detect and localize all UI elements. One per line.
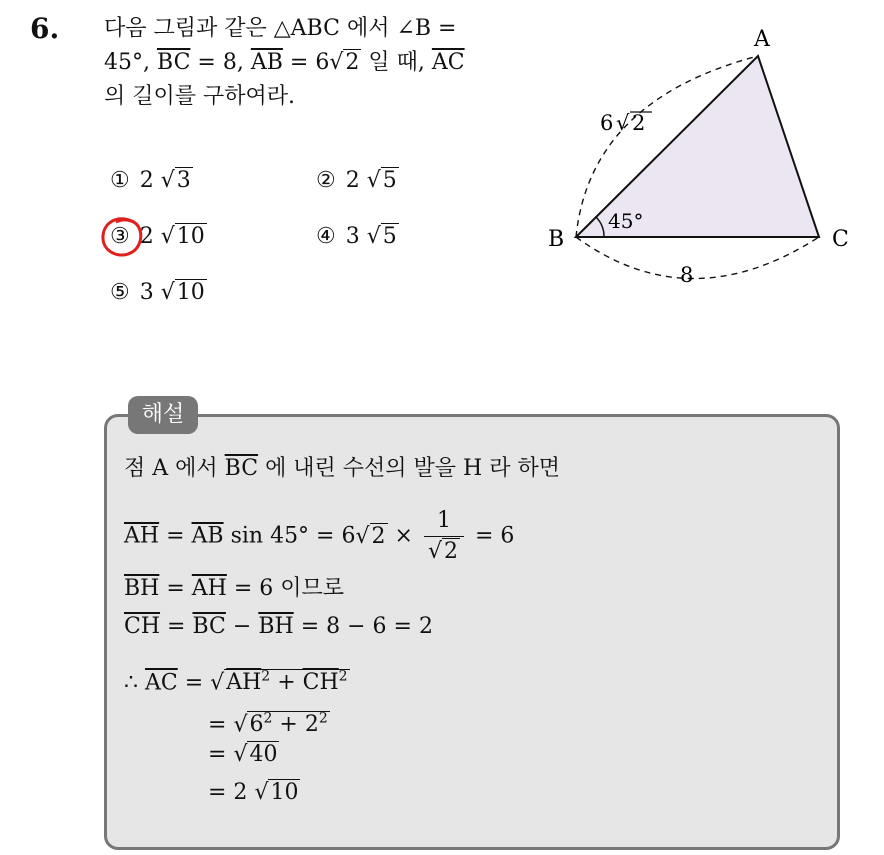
ab-radicand: 2 — [345, 50, 360, 75]
solution-line-3 — [124, 574, 344, 604]
segment-ab: $\overline{AB}$ — [191, 523, 224, 549]
sqrt-symbol: $√6^2 + 2^2$ — [233, 711, 328, 738]
base: 6 — [249, 712, 264, 738]
equals: = — [184, 670, 204, 696]
option-coef: 2 — [139, 224, 154, 249]
solution-line-5 — [124, 662, 350, 698]
radicand — [224, 669, 349, 695]
question-line-1: 다음 그림과 같은 △ABC 에서 ∠B = — [104, 16, 457, 41]
option-4[interactable] — [316, 224, 399, 249]
sqrt-symbol: √ — [616, 111, 630, 135]
radicand: 2 — [443, 539, 458, 564]
option-radicand: 10 — [176, 224, 205, 249]
question-number: 6. — [30, 12, 60, 45]
exponent: 2 — [263, 711, 273, 727]
segment-bh: $\overline{BH}$ — [124, 576, 160, 601]
side-ab-radicand: 2 — [632, 111, 646, 135]
option-coef: 3 — [345, 224, 360, 249]
sqrt-symbol: √40 — [233, 742, 278, 767]
option-coef: 2 — [139, 168, 154, 193]
text: = 8 − 6 = 2 — [300, 614, 433, 639]
solution-line-6 — [208, 704, 330, 740]
when-text: 일 때, — [368, 50, 425, 75]
option-radicand: 3 — [176, 168, 191, 193]
equals: = — [208, 742, 227, 767]
option-5[interactable] — [110, 280, 207, 305]
times: × — [394, 523, 413, 549]
base: 2 — [304, 712, 319, 738]
option-coef: 3 — [139, 280, 154, 305]
sqrt-symbol: √3 — [160, 168, 191, 193]
option-coef: 2 — [345, 168, 360, 193]
text: 에 내린 수선의 발을 H 라 하면 — [265, 456, 560, 481]
sqrt-symbol: √2 — [329, 50, 360, 75]
side-bc-label: 8 — [680, 263, 694, 287]
denominator — [424, 537, 464, 567]
question-line-2 — [104, 46, 524, 80]
side-ab-coef: 6 — [600, 111, 614, 135]
solution-line-4 — [124, 612, 433, 642]
option-1[interactable] — [110, 168, 193, 193]
question-text — [104, 12, 524, 114]
segment-ab: $\overline{AB}$ — [250, 50, 283, 75]
solution-line-2 — [124, 506, 514, 567]
option-radicand: 10 — [176, 280, 205, 305]
segment-ah: $\overline{AH}$ — [191, 576, 227, 601]
bc-value: = 8, — [197, 50, 244, 75]
option-number: ④ — [316, 224, 336, 249]
plus: + — [277, 670, 296, 696]
plus: + — [279, 712, 298, 738]
text: 점 A 에서 — [124, 456, 218, 481]
sqrt-symbol: $√AH^2 + \overline{CH}^2$ — [210, 669, 348, 696]
option-number: ① — [110, 168, 130, 193]
label-a: A — [754, 27, 770, 52]
option-radicand: 5 — [382, 168, 397, 193]
result: = 6 — [474, 523, 515, 549]
numerator: 1 — [424, 506, 464, 537]
equals: = — [166, 576, 185, 601]
triangle-figure — [540, 20, 860, 290]
fraction — [424, 506, 464, 567]
sqrt-symbol: √5 — [366, 224, 397, 249]
angle-label: 45° — [608, 209, 644, 233]
segment-bh: $\overline{BH}$ — [258, 614, 294, 639]
segment-ac: $\overline{AC}$ — [431, 50, 465, 75]
label-b: B — [548, 227, 565, 252]
equals: = — [167, 614, 186, 639]
option-radicand: 5 — [382, 224, 397, 249]
radicand: 40 — [249, 742, 278, 767]
therefore-symbol: ∴ — [124, 670, 138, 696]
option-number: ⑤ — [110, 280, 130, 305]
exponent: 2 — [261, 669, 271, 685]
sqrt-symbol: √10 — [254, 780, 299, 805]
sqrt-symbol: √10 — [160, 224, 205, 249]
segment-bc: $\overline{BC}$ — [192, 614, 226, 639]
solution-line-8 — [208, 778, 300, 808]
answer-mark-icon — [98, 214, 148, 260]
radicand: 10 — [270, 780, 299, 805]
label-c: C — [832, 227, 849, 252]
exponent: 2 — [318, 711, 328, 727]
sqrt-symbol: √2 — [355, 523, 386, 549]
segment-ch: $\overline{CH}$ — [124, 614, 161, 639]
exponent: 2 — [338, 669, 348, 685]
arc-bc — [576, 237, 819, 279]
sqrt-symbol: √10 — [160, 280, 205, 305]
option-number: ③ — [110, 224, 130, 249]
equals: = — [166, 523, 185, 549]
segment-ch: $\overline{CH}$ — [302, 670, 339, 696]
segment-bc: $\overline{BC}$ — [157, 50, 191, 75]
question-line-3: 의 길이를 구하여라. — [104, 84, 295, 109]
solution-line-1 — [124, 454, 560, 484]
text: = 6 이므로 — [233, 576, 345, 601]
radicand — [247, 711, 329, 737]
equals: = 2 — [208, 780, 248, 805]
sin-expression: sin 45° = 6 — [230, 523, 356, 549]
angle-value: 45°, — [104, 50, 150, 75]
sqrt-symbol: √5 — [366, 168, 397, 193]
segment-ac: $\overline{AC}$ — [145, 670, 178, 696]
segment-ah: $\overline{AH}$ — [124, 523, 160, 549]
segment-ah: AH — [226, 670, 262, 696]
ab-coef: = 6 — [289, 50, 330, 75]
solution-line-7 — [208, 740, 279, 770]
sqrt-symbol: √2 — [427, 539, 458, 564]
solution-badge: 해설 — [128, 396, 198, 434]
segment-bc: $\overline{BC}$ — [224, 456, 259, 481]
option-number: ② — [316, 168, 336, 193]
minus: − — [232, 614, 252, 639]
equals: = — [208, 712, 227, 738]
radicand: 2 — [371, 523, 386, 549]
option-2[interactable] — [316, 168, 399, 193]
